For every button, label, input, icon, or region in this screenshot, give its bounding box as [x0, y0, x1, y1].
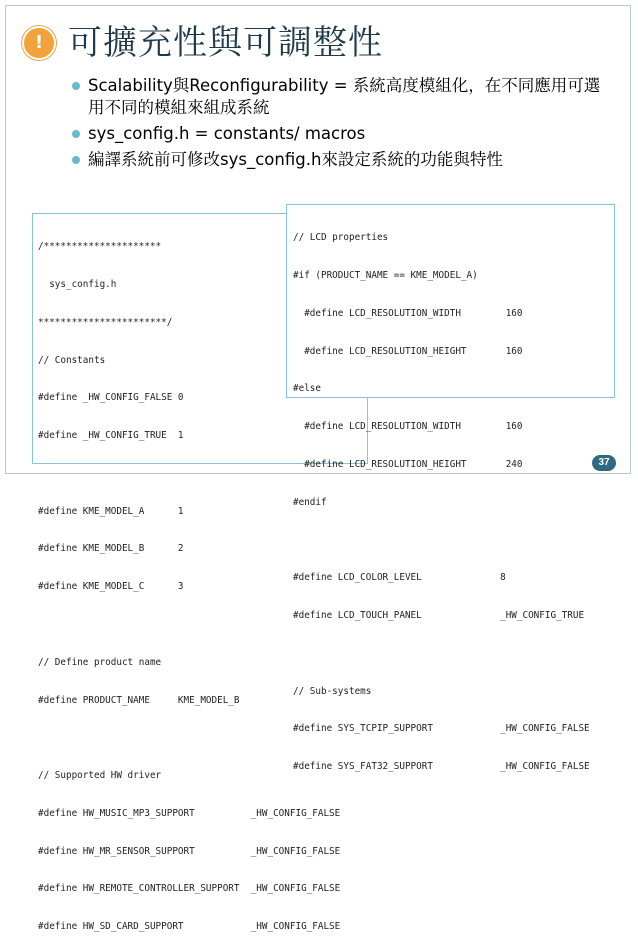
bullet-item: [72, 123, 612, 145]
bullet-list: [72, 75, 612, 175]
code-line: // Sub-systems: [293, 685, 372, 697]
code-line: /*********************: [38, 241, 162, 253]
code-line: #define HW_REMOTE_CONTROLLER_SUPPORT _HW_CONFIG_FALSE: [38, 883, 341, 895]
slide-title: 可擴充性與可調整性: [68, 23, 383, 63]
code-line: sys_config.h: [38, 278, 117, 290]
bullet-dot-icon: [72, 156, 80, 164]
code-line: // LCD properties: [293, 232, 389, 244]
code-line: #define HW_MR_SENSOR_SUPPORT _HW_CONFIG_FALSE: [38, 845, 341, 857]
code-line: ***********************/: [38, 316, 173, 328]
code-line: #define SYS_FAT32_SUPPORT _HW_CONFIG_FALSE: [293, 761, 590, 773]
code-line: #define HW_MUSIC_MP3_SUPPORT _HW_CONFIG_FALSE: [38, 807, 341, 819]
code-line: #define SYS_TCPIP_SUPPORT _HW_CONFIG_FALSE: [293, 723, 590, 735]
bullet-dot-icon: [72, 82, 80, 90]
code-line: #define LCD_TOUCH_PANEL _HW_CONFIG_TRUE: [293, 610, 585, 621]
code-line: #define _HW_CONFIG_TRUE 1: [38, 430, 184, 442]
code-line: #define LCD_RESOLUTION_HEIGHT 160: [293, 345, 523, 357]
code-line: // Define product name: [38, 656, 162, 668]
code-line: // Supported HW driver: [38, 770, 162, 782]
code-line: #define KME_MODEL_C 3: [38, 581, 184, 593]
code-line: #define LCD_RESOLUTION_HEIGHT 240: [293, 458, 523, 470]
code-line: [293, 648, 608, 661]
code-line: [293, 534, 608, 547]
code-line: #define PRODUCT_NAME KME_MODEL_B: [38, 694, 240, 706]
bullet-text: sys_config.h = constants/ macros: [88, 124, 366, 143]
code-line: #define LCD_RESOLUTION_WIDTH 160: [293, 421, 523, 433]
code-line: #endif: [293, 496, 327, 508]
bullet-dot-icon: [72, 130, 80, 138]
code-line: #define LCD_RESOLUTION_WIDTH 160: [293, 307, 523, 319]
alert-icon: !: [22, 26, 56, 60]
code-line: #else: [293, 383, 321, 395]
bullet-item: [72, 75, 612, 119]
code-line: #define _HW_CONFIG_FALSE 0: [38, 392, 184, 404]
code-line: #define LCD_COLOR_LEVEL 8: [293, 572, 506, 584]
bullet-text: 編譯系統前可修改sys_config.h來設定系統的功能與特性: [88, 150, 503, 169]
code-line: #define KME_MODEL_A 1: [38, 505, 184, 517]
page-number-badge: 37: [592, 455, 616, 471]
bullet-text: Scalability與Reconfigurability = 系統高度模組化，在不同應用可選用不同的模組來組成系統: [88, 76, 601, 117]
code-line: // Constants: [38, 354, 106, 366]
code-line: #define HW_SD_CARD_SUPPORT _HW_CONFIG_FALSE: [38, 921, 341, 933]
code-line: #define KME_MODEL_B 2: [38, 543, 184, 555]
bullet-item: [72, 149, 612, 171]
code-line: #if (PRODUCT_NAME == KME_MODEL_A): [293, 269, 478, 281]
